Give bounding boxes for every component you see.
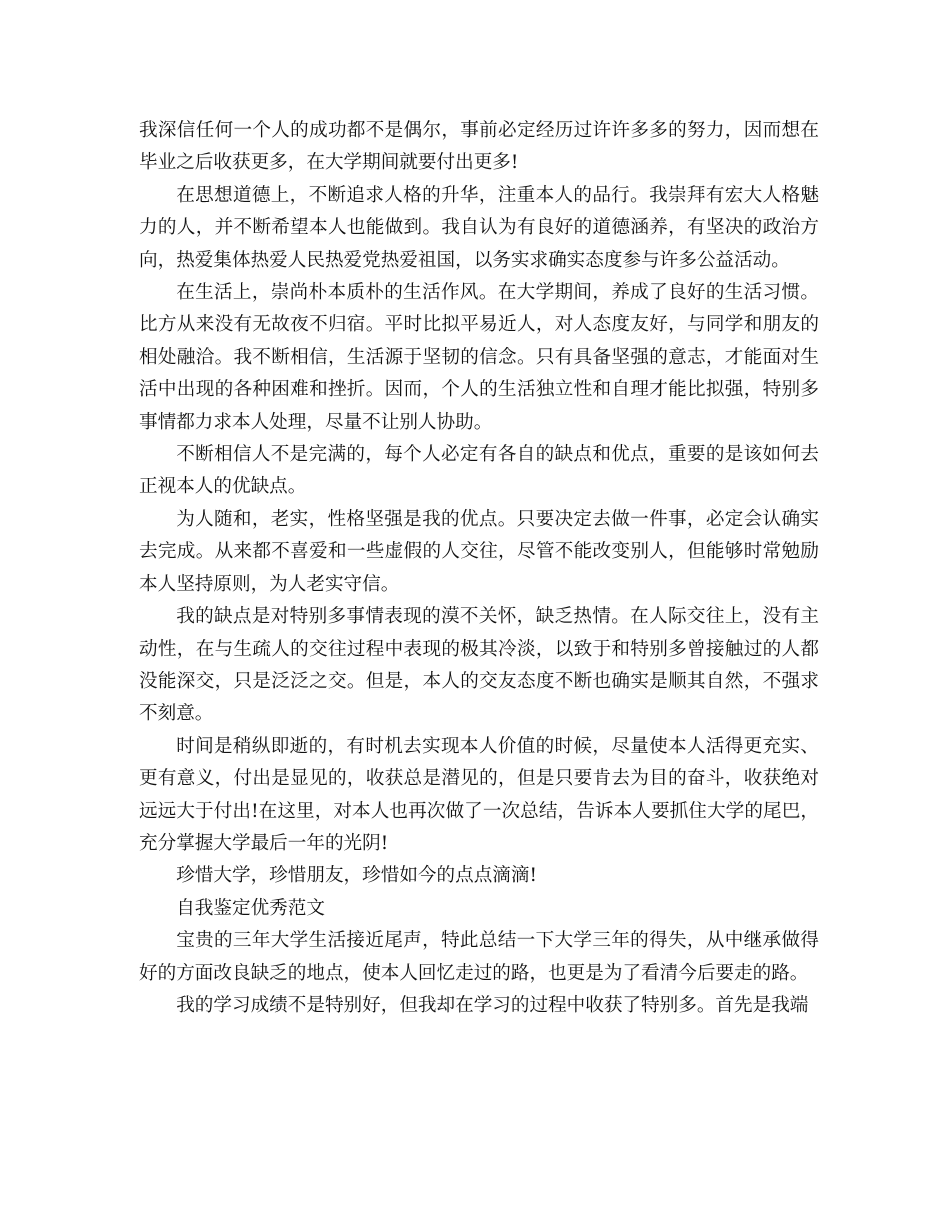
paragraph-2: 在思想道德上，不断追求人格的升华，注重本人的品行。我崇拜有宏大人格魅力的人，并不断希望本人也能做到。我自认为有良好的道德涵养，有坚决的政治方向，热爱集体热爱人民热爱党热爱祖国，以务实求确实态度参与许多公益活动。 bbox=[139, 184, 819, 271]
paragraph-4: 不断相信人不是完满的，每个人必定有各自的缺点和优点，重要的是该如何去正视本人的优缺点。 bbox=[139, 444, 819, 498]
paragraph-1: 我深信任何一个人的成功都不是偶尔，事前必定经历过许许多多的努力，因而想在毕业之后收获更多，在大学期间就要付出更多! bbox=[139, 120, 819, 174]
paragraph-6: 我的缺点是对特别多事情表现的漠不关怀，缺乏热情。在人际交往上，没有主动性，在与生疏人的交往过程中表现的极其冷淡，以致于和特别多曾接触过的人都没能深交，只是泛泛之交。但是，本人的交友态度不断也确实是顺其自然，不强求不刻意。 bbox=[139, 606, 819, 725]
paragraph-10: 我的学习成绩不是特别好，但我却在学习的过程中收获了特别多。首先是我端 bbox=[176, 994, 809, 1016]
paragraph-7: 时间是稍纵即逝的，有时机去实现本人价值的时候，尽量使本人活得更充实、更有意义，付出是显见的，收获总是潜见的，但是只要肯去为目的奋斗，收获绝对远远大于付出!在这里，对本人也再次做了一次总结，告诉本人要抓住大学的尾巴，充分掌握大学最后一年的光阴! bbox=[139, 735, 819, 854]
document-body bbox=[139, 115, 819, 1022]
paragraph-3: 在生活上，崇尚朴本质朴的生活作风。在大学期间，养成了良好的生活习惯。比方从来没有无故夜不归宿。平时比拟平易近人，对人态度友好，与同学和朋友的相处融洽。我不断相信，生活源于坚韧的信念。只有具备坚强的意志，才能面对生活中出现的各种困难和挫折。因而，个人的生活独立性和自理才能比拟强，特别多事情都力求本人处理，尽量不让别人协助。 bbox=[139, 282, 819, 433]
paragraph-5: 为人随和，老实，性格坚强是我的优点。只要决定去做一件事，必定会认确实去完成。从来都不喜爱和一些虚假的人交往，尽管不能改变别人，但能够时常勉励本人坚持原则，为人老实守信。 bbox=[139, 508, 819, 595]
paragraph-8: 珍惜大学，珍惜朋友，珍惜如今的点点滴滴! bbox=[176, 865, 537, 887]
section-heading: 自我鉴定优秀范文 bbox=[176, 897, 325, 919]
paragraph-9: 宝贵的三年大学生活接近尾声，特此总结一下大学三年的得失，从中继承做得好的方面改良缺乏的地点，使本人回忆走过的路，也更是为了看清今后要走的路。 bbox=[139, 930, 819, 984]
